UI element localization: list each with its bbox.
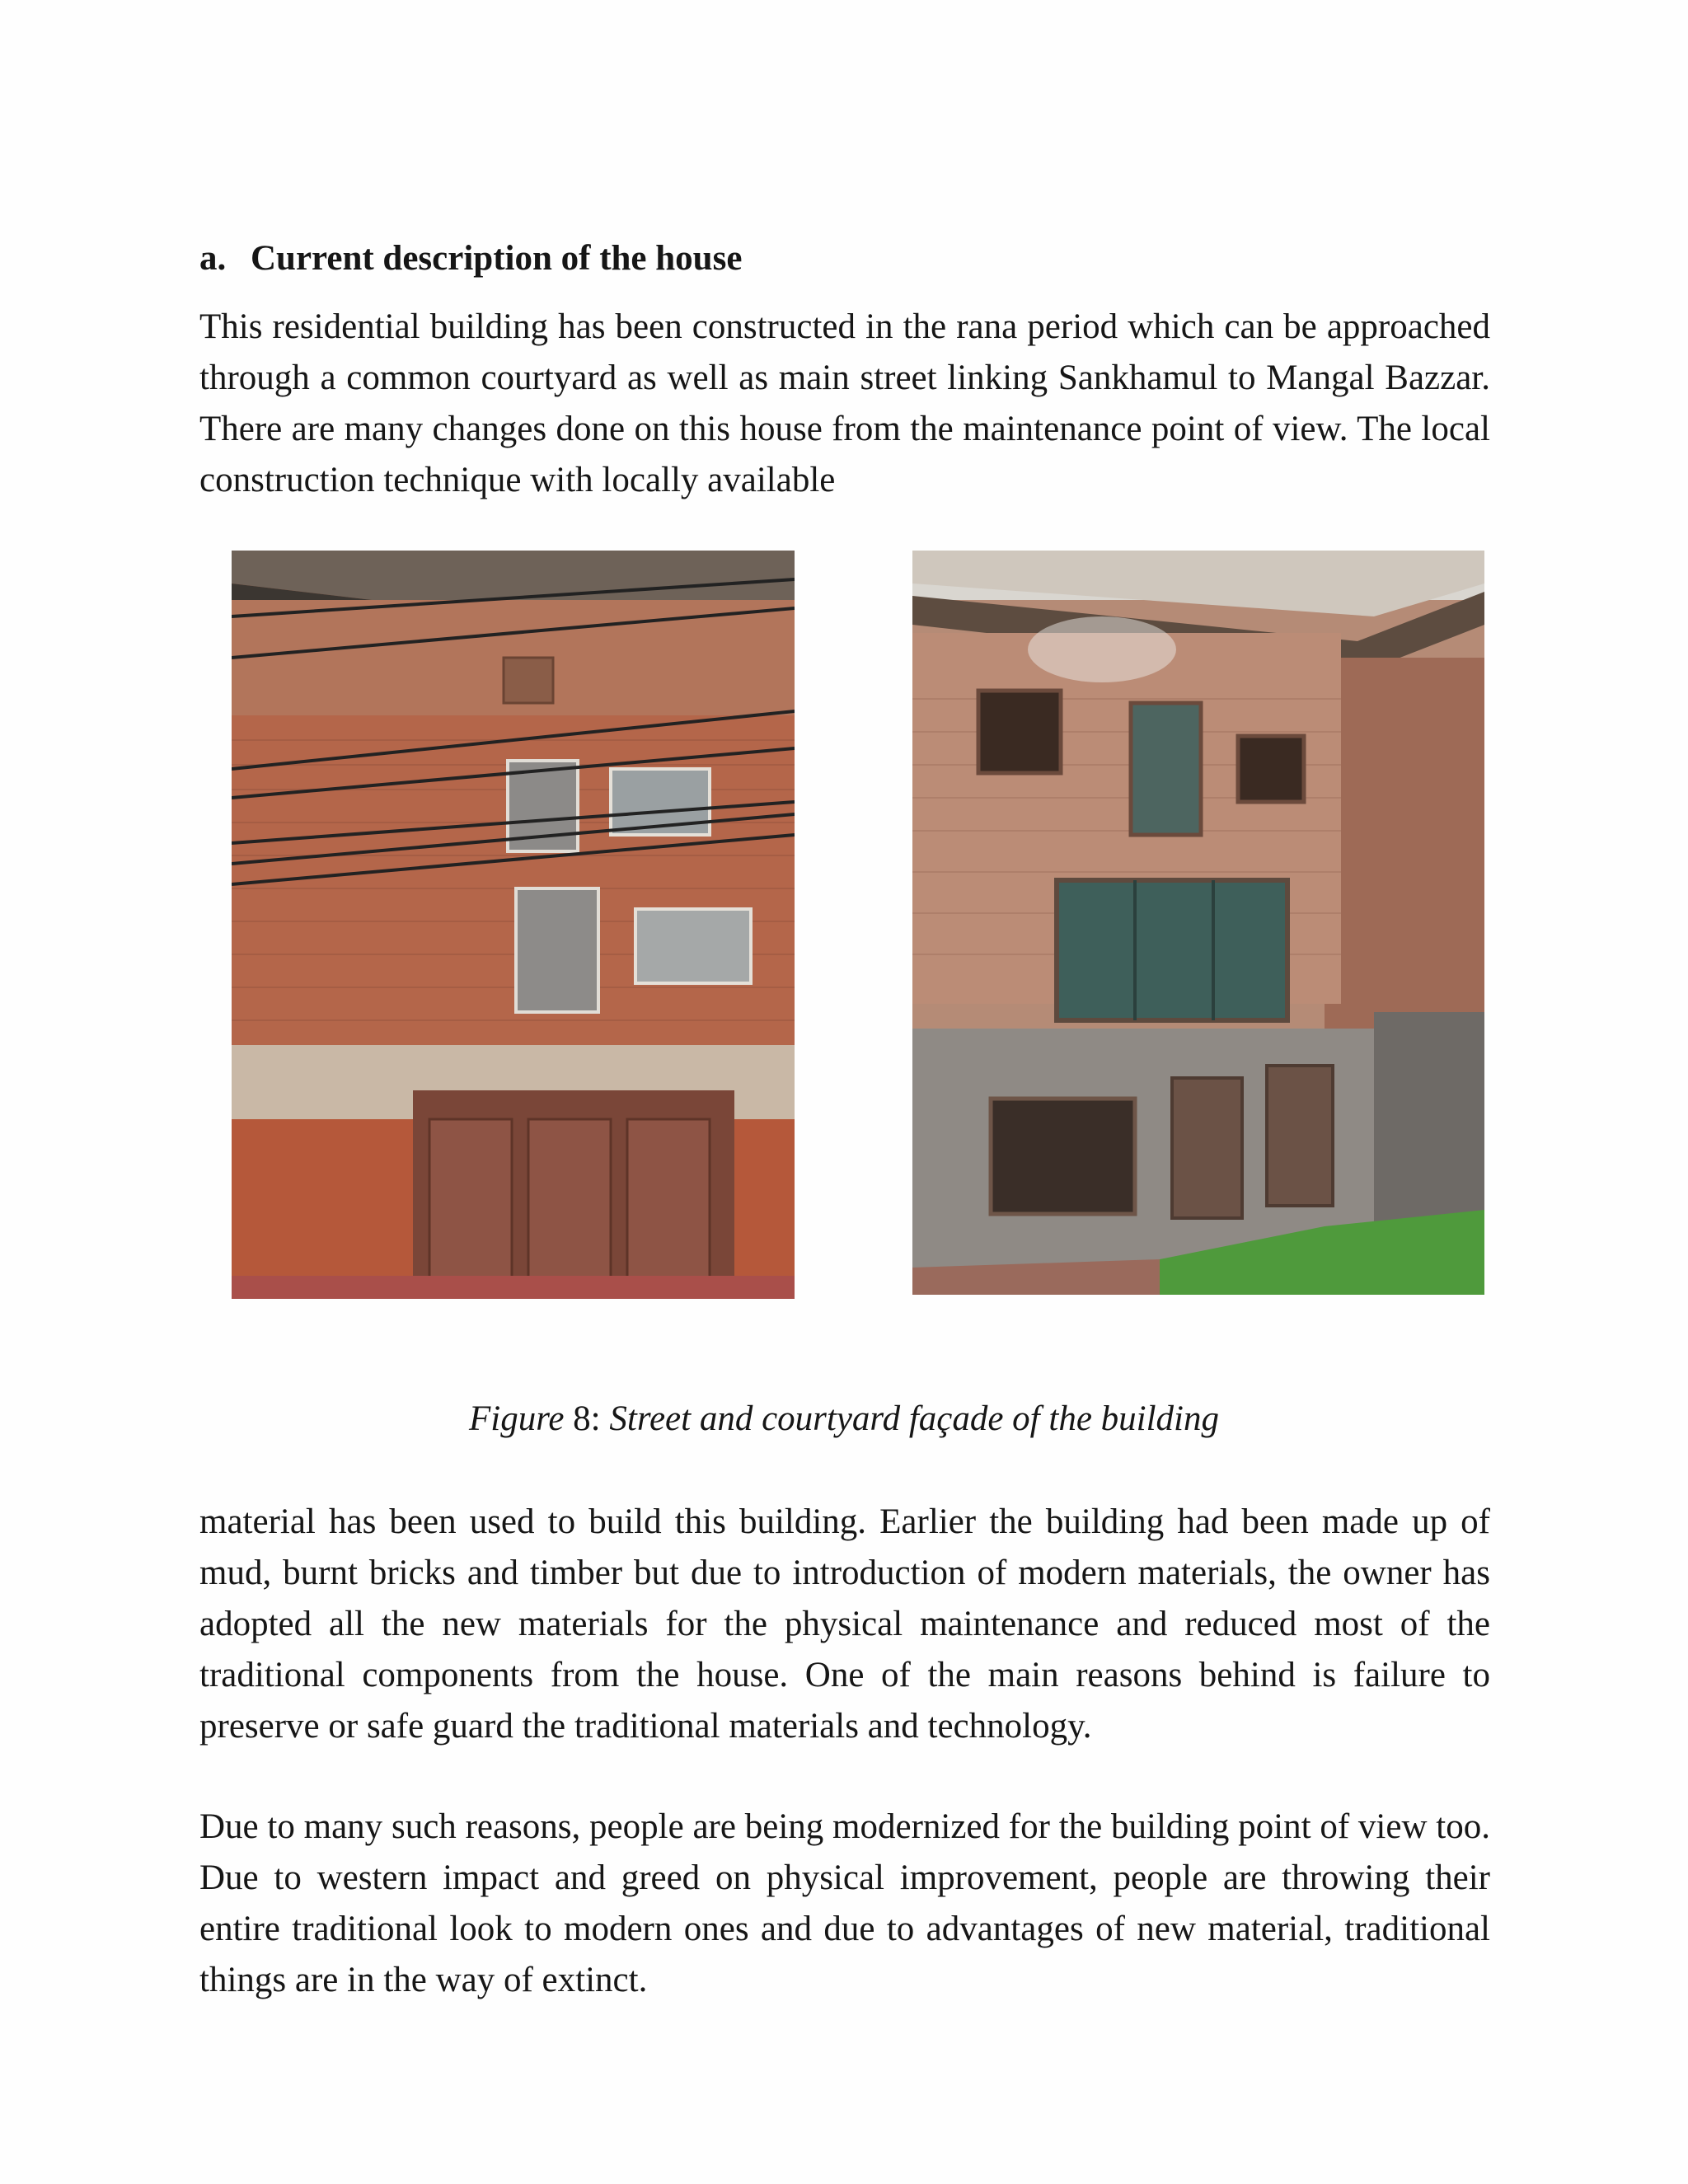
courtyard-facade-photo — [912, 551, 1484, 1295]
figure-number: 8 — [573, 1399, 591, 1438]
figure-caption — [0, 1394, 1688, 1445]
street-facade-photo — [232, 551, 795, 1299]
paragraph-modernization: Due to many such reasons, people are being modernized for the building point of view too. Due to western impact and greed on physical improvement, people are throwing their entire traditional look to modern ones and due to advantages of new material, traditional things are in the way of extinct. — [199, 1807, 1490, 1999]
figure-caption-text: Street and courtyard façade of the building — [609, 1399, 1220, 1438]
section-title: Current description of the house — [251, 239, 743, 278]
figure-label: Figure — [468, 1399, 565, 1438]
paragraph-intro: This residential building has been constructed in the rana period which can be approached through a common courtyard as well as main street linking Sankhamul to Mangal Bazzar. There are many changes done on this house from the maintenance point of view. The local construction technique with locally available — [199, 307, 1490, 499]
paragraph-materials: material has been used to build this building. Earlier the building had been made up of mud, burnt bricks and timber but due to introduction of modern materials, the owner has adopted all the new materials for the physical maintenance and reduced most of the traditional components from the house. One of the main reasons behind is failure to preserve or safe guard the traditional materials and technology. — [199, 1502, 1490, 1746]
section-heading — [199, 234, 742, 284]
figure-separator: : — [590, 1399, 601, 1438]
section-marker: a. — [199, 239, 227, 278]
